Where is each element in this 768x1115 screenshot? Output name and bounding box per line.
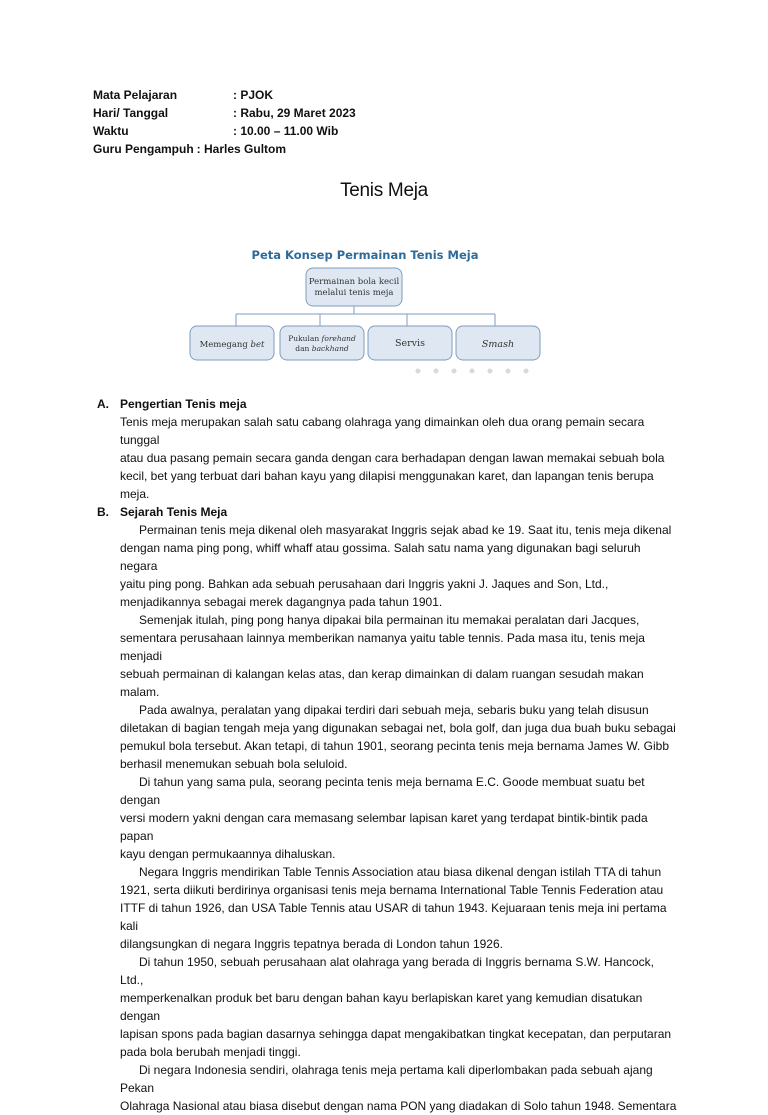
concept-strokes-line2: dan backhand bbox=[295, 344, 349, 353]
section-title: Pengertian Tenis meja bbox=[120, 397, 247, 411]
info-row-subject bbox=[93, 86, 356, 104]
section-b-heading bbox=[97, 503, 677, 521]
text-line: yaitu ping pong. Bahkan ada sebuah perusahaan dari Inggris yakni J. Jaques and Son, Ltd., bbox=[120, 577, 609, 591]
text-line: Di tahun yang sama pula, seorang pecinta tenis meja bernama E.C. Goode membuat suatu bet dengan bbox=[120, 775, 645, 807]
text-line: pada bola berubah menjadi tinggi. bbox=[120, 1045, 301, 1059]
concept-serve-text: Servis bbox=[395, 338, 425, 349]
info-row-teacher bbox=[93, 140, 356, 158]
paragraph bbox=[120, 1061, 677, 1115]
info-row-time bbox=[93, 122, 356, 140]
text-line: kecil, bet yang terbuat dari bahan kayu yang dilapisi menggunakan karet, dan lapangan tenis berupa meja. bbox=[120, 469, 654, 501]
text-line: atau dua pasang pemain secara ganda dengan cara berhadapan dengan lawan memakai sebuah bola bbox=[120, 451, 665, 465]
info-value: : Rabu, 29 Maret 2023 bbox=[233, 106, 356, 120]
info-value: : PJOK bbox=[233, 88, 274, 102]
section-letter: A. bbox=[97, 397, 109, 411]
info-label: Hari/ Tanggal bbox=[93, 106, 169, 120]
text-line: lapisan spons pada bagian dasarnya sehingga dapat mengakibatkan tingkat kecepatan, dan perputaran bbox=[120, 1027, 672, 1041]
section-title: Sejarah Tenis Meja bbox=[120, 505, 228, 519]
info-label: Guru Pengampuh bbox=[93, 142, 194, 156]
text-line: sementara perusahaan lainnya memberikan namanya yaitu table tennis. Pada masa itu, tenis meja menjadi bbox=[120, 631, 645, 663]
text-line: berhasil menemukan sebuah bola seluloid. bbox=[120, 757, 348, 771]
paragraph bbox=[120, 953, 677, 1061]
concept-root-box bbox=[306, 268, 402, 306]
page-title: Tenis Meja bbox=[340, 180, 428, 201]
concept-root-line2: melalui tenis meja bbox=[314, 288, 394, 298]
paragraph bbox=[120, 611, 677, 701]
section-b-text bbox=[120, 521, 677, 1115]
text-line: Olahraga Nasional atau biasa disebut dengan nama PON yang diadakan di Solo tahun 1948. Sementara bbox=[120, 1099, 677, 1113]
text-line: dengan nama ping pong, whiff whaff atau gossima. Salah satu nama yang digunakan bagi seluruh negara bbox=[120, 541, 641, 573]
text-line: pemukul bola tersebut. Akan tetapi, di tahun 1901, seorang pecinta tenis meja bernama James W. Gibb bbox=[120, 739, 669, 753]
text-line: menjadikannya sebagai merek dagangnya pada tahun 1901. bbox=[120, 595, 443, 609]
text-line: Di tahun 1950, sebuah perusahaan alat olahraga yang berada di Inggris bernama S.W. Hancock, Ltd., bbox=[120, 955, 655, 987]
text-line: dilangsungkan di negara Inggris tepatnya berada di London tahun 1926. bbox=[120, 937, 503, 951]
section-a-text bbox=[120, 413, 677, 503]
info-value: : Harles Gultom bbox=[196, 142, 287, 156]
decorative-dots bbox=[416, 369, 529, 374]
text-line: sebuah permainan di kalangan kelas atas, dan kerap dimainkan di dalam ruangan sesudah makan malam. bbox=[120, 667, 644, 699]
document-body bbox=[97, 395, 677, 1115]
lesson-info bbox=[93, 86, 356, 158]
concept-strokes-line1: Pukulan forehand bbox=[288, 334, 356, 343]
text-line: Permainan tenis meja dikenal oleh masyarakat Inggris sejak abad ke 19. Saat itu, tenis meja dikenal bbox=[139, 523, 672, 537]
concept-map-title: Peta Konsep Permainan Tenis Meja bbox=[251, 248, 479, 262]
text-line: 1921, serta diikuti berdirinya organisasi tenis meja bernama International Table Tennis Federation atau bbox=[120, 883, 664, 897]
text-line: memperkenalkan produk bet baru dengan bahan kayu berlapiskan karet yang kemudian disatukan dengan bbox=[120, 991, 643, 1023]
text-line: kayu dengan permukaannya dihaluskan. bbox=[120, 847, 336, 861]
paragraph bbox=[120, 773, 677, 863]
concept-grip-text: Memegang bet bbox=[199, 340, 265, 350]
text-line: Semenjak itulah, ping pong hanya dipakai bila permainan itu memakai peralatan dari Jacques, bbox=[139, 613, 640, 627]
paragraph bbox=[120, 863, 677, 953]
concept-map-diagram bbox=[186, 240, 544, 376]
concept-map bbox=[186, 240, 544, 376]
text-line: ITTF di tahun 1926, dan USA Table Tennis atau USAR di tahun 1943. Kejuaraan tenis meja ini pertama kali bbox=[120, 901, 667, 933]
info-row-date bbox=[93, 104, 356, 122]
info-label: Waktu bbox=[93, 124, 129, 138]
paragraph bbox=[120, 521, 677, 611]
text-line: Pada awalnya, peralatan yang dipakai terdiri dari sebuah meja, sebaris buku yang telah disusun bbox=[139, 703, 649, 717]
text-line: Tenis meja merupakan salah satu cabang olahraga yang dimainkan oleh dua orang pemain secara tunggal bbox=[120, 415, 645, 447]
concept-smash-text: Smash bbox=[481, 339, 515, 350]
text-line: diletakan di bagian tengah meja yang digunakan sebagai net, bola golf, dan juga dua buah buku sebagai bbox=[120, 721, 676, 735]
concept-box-strokes bbox=[280, 326, 364, 360]
text-line: versi modern yakni dengan cara memasang selembar lapisan karet yang terdapat bintik-bintik pada papan bbox=[120, 811, 648, 843]
text-line: Negara Inggris mendirikan Table Tennis Association atau biasa dikenal dengan istilah TTA di tahun bbox=[139, 865, 662, 879]
info-value: : 10.00 – 11.00 Wib bbox=[233, 124, 339, 138]
concept-root-line1: Permainan bola kecil bbox=[308, 277, 400, 287]
text-line: Di negara Indonesia sendiri, olahraga tenis meja pertama kali diperlombakan pada sebuah ajang Pekan bbox=[120, 1063, 653, 1095]
section-letter: B. bbox=[97, 505, 109, 519]
section-a-heading bbox=[97, 395, 677, 413]
info-label: Mata Pelajaran bbox=[93, 88, 178, 102]
paragraph bbox=[120, 701, 677, 773]
